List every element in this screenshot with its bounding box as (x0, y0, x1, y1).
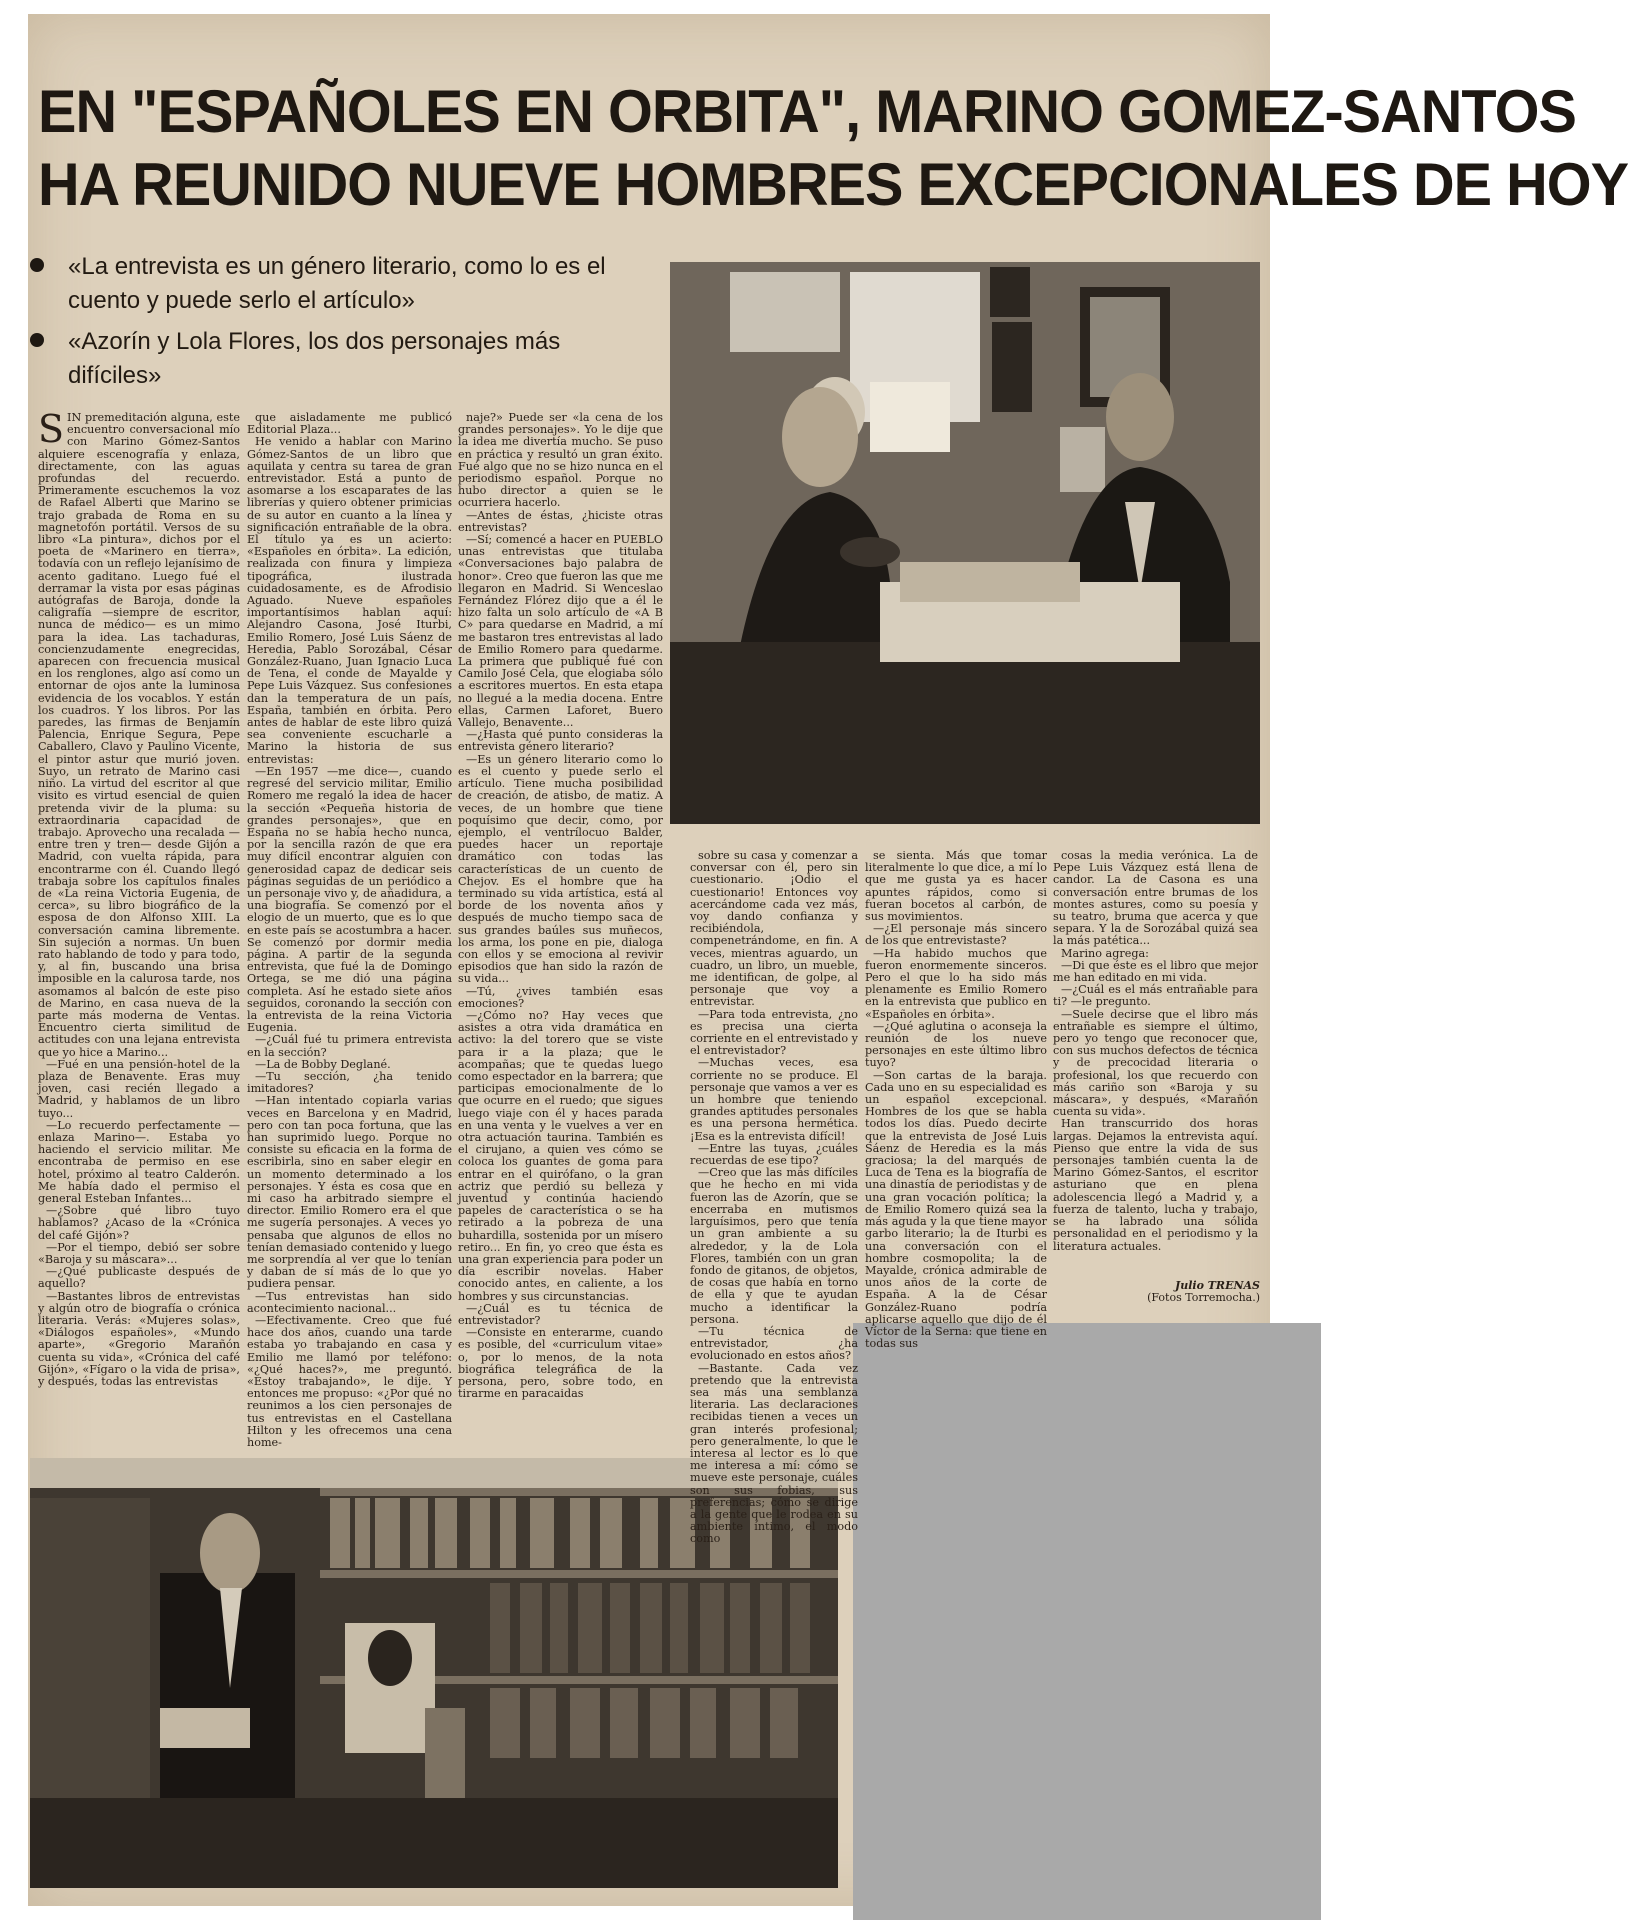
photo-credit: (Fotos Torremocha.) (1147, 1291, 1260, 1304)
article-paragraph: —En 1957 —me dice—, cuando regresé del servicio militar, Emilio Romero me regaló la idea de hacer la sección «Pequeña historia de grandes personajes», que en España no se había hecho nunca, por la sencilla razón de que era muy difícil encontrar alguien con generosidad capaz de dedicar seis páginas seguidas de un periódico a un personaje vivo y, de añadidura, a una biografía. Se comenzó por el elogio de un muerto, que es lo que en este país se acostumbra a hacer. Se comenzó por dormir media página. A partir de la segunda entrevista, que fué la de Domingo Ortega, se me dió una página completa. Así he estado siete años seguidos, coronando la sección con la entrevista de la reina Victoria Eugenia. (247, 764, 452, 1035)
article-column-2 (247, 412, 452, 1462)
article-column-5 (865, 849, 1047, 1351)
bullet-dot-icon (30, 333, 44, 347)
headline-line-2: HA REUNIDO NUEVE HOMBRES EXCEPCIONALES DE HOY (38, 151, 1628, 218)
article-paragraph: —Para toda entrevista, ¿no es precisa una cierta corriente en el entrevistado y el entrevistador? (690, 1007, 858, 1058)
article-paragraph: —Son cartas de la baraja. Cada uno en su especialidad es un español excepcional. Hombres de los que se habla todos los días. Puedo decirte que la entrevista de José Luis Sáenz de Heredia es la más graciosa; la del marqués de Luca de Tena es la biografía de una dinastía de periodistas y de una gran vocación política; la de Emilio Romero quizá sea la más aguda y la que tiene mayor garbo literario; la de Iturbi es una conversación con el hombre cosmopolita; la de Mayalde, crónica admirable de unos años de la corte de España. A la de César González-Ruano podría aplicarse aquello que dijo de él Víctor de la Serna: que tiene en todas sus (865, 1068, 1047, 1351)
article-paragraph: —¿Cuál es el más entrañable para ti? —le pregunto. (1053, 983, 1258, 1009)
article-paragraph: —Entre las tuyas, ¿cuáles recuerdas de ese tipo? (690, 1141, 858, 1168)
article-paragraph: IN premeditación alguna, este encuentro conversacional mío con Marino Gómez-Santos alquiere escenografía y enlaza, directamente, con las aguas profundas del recuerdo. Primeramente escuchemos la voz de Rafael Alberti que Marino se trajo grabada de Roma en su magnetofón portátil. Versos de su libro «La pintura», dichos por el poeta de «Marinero en tierra», todavía con un reflejo lejanísimo de acento gaditano. Luego fué el derramar la vista por esas páginas autógrafas de Baroja, donde la caligrafía —siempre de escritor, nunca de médico— es un mimo para la idea. Las tachaduras, concienzudamente enegrecidas, aparecen con frecuencia musical en los renglones, algo así como un entornar de ojos ante la luminosa evidencia de los vocablos. Y están los cuadros. Y los libros. Por las paredes, las firmas de Benjamín Palencia, Enrique Segura, Pepe Caballero, Clavo y Paulino Vicente, el pintor astur que murió joven. Suyo, un retrato de Marino casi niño. La virtud del escritor al que visito es virtud esencial de quien pretenda vivir de la pluma: su extraordinaria capacidad de trabajo. Aprovecho una recalada —entre tren y tren— desde Gijón a Madrid, con vuelta rápida, para encontrarme con él. Cuando llegó trabaja sobre los capítulos finales de «La reina Victoria Eugenia, de cerca», su libro biográfico de la esposa de don Alfonso XIII. La conversación camina libremente. Sin sujeción a normas. Un buen rato hablando de todo y para todo, y, al fin, buscando una brisa imposible en la calurosa tarde, nos asomamos al balcón de este piso de Marino, en casa nueva de la parte más moderna de Ventas. Encuentro cierta similitud de actitudes con una lejana entrevista que yo hice a Marino... (38, 411, 240, 1059)
article-paragraph: —¿El personaje más sincero de los que entrevistaste? (865, 922, 1047, 948)
article-paragraph: —Lo recuerdo perfectamente —enlaza Marino—. Estaba yo haciendo el servicio militar. Me encontraba de permiso en ese hotel, próximo al teatro Calderón. Me había dado el permiso el general Esteban Infantes... (38, 1118, 240, 1205)
article-paragraph: —La de Bobby Deglané. (255, 1057, 391, 1071)
article-paragraph: Marino agrega: (1061, 946, 1149, 960)
article-column-3 (458, 411, 663, 1401)
article-column-4 (690, 849, 858, 1546)
article-paragraph: —Fué en una pensión-hotel de la plaza de Benavente. Eras muy joven, casi recién llegado a Madrid, y hablamos de un libro tuyo... (38, 1057, 240, 1120)
article-paragraph: que aisladamente me publicó Editorial Plaza... (247, 411, 452, 437)
article-paragraph: cosas la media verónica. La de Pepe Luis Vázquez está llena de candor. La de Casona es una conversación entre brumas de los montes astures, como su poesía y su teatro, bruma que acerca y que separa. Y la de Sorozábal quizá sea la más patética... (1053, 849, 1258, 948)
article-paragraph: He venido a hablar con Marino Gómez-Santos de un libro que aquilata y centra su tarea de gran entrevistador. Está a punto de asomarse a los escaparates de las librerías y quiero obtener primicias de su autor en cuanto a la línea y significación entrañable de la obra. El título ya es un acierto: «Españoles en órbita». La edición, realizada con finura y limpieza tipográfica, ilustrada cuidadosamente, es de Afrodisio Aguado. Nueve españoles importantísimos hablan aquí: Alejandro Casona, José Iturbi, Emilio Romero, José Luis Sáenz de Heredia, Pablo Sorozábal, César González-Ruano, Juan Ignacio Luca de Tena, el conde de Mayalde y Pepe Luis Vázquez. Sus confesiones dan la temperatura de un país, España, también en órbita. Pero antes de hablar de este libro quizá sea conveniente escucharle a Marino la historia de sus entrevistas: (247, 435, 452, 766)
article-paragraph: —Bastante. Cada vez pretendo que la entrevista sea más una semblanza literaria. Las declaraciones recibidas tienen a veces un gran interés profesional; pero generalmente, lo que le interesa al lector es lo que me interesa a mí: cómo se mueve este personaje, cuáles son sus fobias, sus preferencias; cómo se dirige a la gente que le rodea en su ambiente íntimo, el modo como (690, 1361, 858, 1546)
photo-interview-illustration (670, 262, 1260, 824)
article-paragraph: —Efectivamente. Creo que fué hace dos años, cuando una tarde estaba yo trabajando en casa y Emilio me llamó por teléfono: «¿Qué haces?», me preguntó. «Estoy trabajando», le dije. Y entonces me propuso: «¿Por qué no reunimos a los cien personajes de tus entrevistas en el Castellana Hilton y les ofrecemos una cena home- (247, 1314, 452, 1450)
article-paragraph: —Sí; comencé a hacer en PUEBLO unas entrevistas que titulaba «Conversaciones bajo palabra de honor». Creo que fueron las que me llegaron en Madrid. Si Wenceslao Fernández Flórez dijo que a él le hizo falta un solo artículo de «A B C» para quedarse en Madrid, a mí me bastaron tres entrevistas al lado de Emilio Romero para quedarme. La primera que publiqué fué con Camilo José Cela, que elogiaba sólo a escritores muertos. En esta etapa no llegué a la media docena. Entre ellas, Carmen Laforet, Buero Vallejo, Benavente... (458, 533, 663, 730)
article-paragraph: —Por el tiempo, debió ser sobre «Baroja y su máscara»... (38, 1240, 240, 1267)
article-paragraph: —¿Qué aglutina o aconseja la reunión de los nueve personajes en este último libro tuyo? (865, 1019, 1047, 1070)
subheading-bullet-1 (30, 250, 650, 322)
article-paragraph: naje?» Puede ser «la cena de los grandes personajes». Yo le dije que la idea me divertía mucho. Se puso en práctica y resultó un gran éxito. Fué algo que no se hizo nunca en el periodismo español. Porque no hubo director a quien se le ocurriera hacerlo. (458, 411, 663, 510)
bullet-dot-icon (30, 258, 44, 272)
article-paragraph: —Han intentado copiarla varias veces en Barcelona y en Madrid, pero con tan poca fortuna, que las han suprimido luego. Porque no consiste su eficacia en la forma de escribirla, sino en saber elegir en un momento determinado a los personajes. Y ésta es cosa que en mi caso ha arbitrado siempre el director. Emilio Romero era el que me sugería personajes. A veces yo pensaba que algunos de ellos no tenían demasiado contenido y luego me sorprendía al ver que lo tenían y daban de sí más de lo que yo pudiera pensar. (247, 1094, 452, 1291)
headline-line-1: EN "ESPAÑOLES EN ORBITA", MARINO GOMEZ-SANTOS (38, 78, 1576, 145)
article-paragraph: —Consiste en enterarme, cuando es posible, del «curriculum vitae» o, por lo menos, de la nota biográfica telegráfica de la persona, pero, sobre todo, en tirarme en paracaidas (458, 1326, 663, 1401)
drop-cap: S (38, 407, 65, 451)
article-paragraph: —¿Hasta qué punto consideras la entrevista género literario? (458, 728, 663, 754)
article-paragraph: —Tus entrevistas han sido acontecimiento nacional... (247, 1289, 452, 1315)
article-paragraph: sobre su casa y comenzar a conversar con él, pero sin cuestionario. ¡Odio el cuestionario! Entonces voy acercándome cada vez más, voy dando confianza y recibiéndola, compenetrándome, en fin. A veces, mientras aguardo, un cuadro, un libro, un mueble, me identifican, de golpe, al personaje que voy a entrevistar. (690, 849, 858, 1009)
article-paragraph: —¿Cuál fué tu primera entrevista en la sección? (247, 1033, 452, 1059)
article-column-1 (38, 407, 240, 1462)
article-paragraph: —¿Cuál es tu técnica de entrevistador? (458, 1301, 663, 1328)
article-paragraph: —¿Cómo no? Hay veces que asistes a otra vida dramática en activo: la del torero que se viste para ir a la plaza; que le acompañas; que te quedas luego como espectador en la barrera; que participas emocionalmente de lo que ocurre en el ruedo; que sigues luego viaje con él y haces parada en una venta y le vuelves a ver en otra actuación taurina. También es el cirujano, a quien ves cómo se coloca los guantes de goma para entrar en el quirófano, o la gran actriz que perdió su belleza y juventud y continúa haciendo papeles de característica o se ha retirado a la pobreza de una buhardilla, sostenida por un mísero retiro... En fin, yo creo que ésta es una gran experiencia para poder un día escribir novelas. Haber conocido antes, en caliente, a los hombres y sus circunstancias. (458, 1008, 663, 1303)
article-paragraph: —Bastantes libros de entrevistas y algún otro de biografía o crónica literaria. Verás: «Mujeres solas», «Diálogos españoles», «Mundo aparte», «Gregorio Marañón cuenta su vida», «Crónica del café Gijón», «Fígaro o la vida de prisa», y después, todas las entrevistas (38, 1289, 240, 1389)
article-paragraph: se sienta. Más que tomar literalmente lo que dice, a mí lo que me gusta ya es hacer apuntes rápidos, como si fueran bocetos al carbón, de sus movimientos. (865, 849, 1047, 924)
author-name: Julio TRENAS (1175, 1279, 1260, 1292)
article-paragraph: —Es un género literario como lo es el cuento y puede serlo el artículo. Tiene mucha posibilidad de creación, de atisbo, de matiz. A veces, de un hombre que tiene poquísimo que decir, como, por ejemplo, el ventrílocuo Balder, puedes hacer un reportaje dramático con todas las características de un cuento de Chejov. Es el hombre que ha terminado su vida artística, está al borde de los noventa años y después de mucho tiempo saca de sus grandes baúles sus muñecos, los arma, los pone en pie, dialoga con ellos y se emociona al revivir episodios que han sido la razón de su vida... (458, 752, 663, 986)
article-paragraph: —Creo que las más difíciles que he hecho en mi vida fueron las de Azorín, que se encerraba en mutismos larguísimos, pero que tenía un gran ambiente a su alrededor, y la de Lola Flores, también con un gran fondo de gitanos, de objetos, de cosas que había en torno de ella y que te ayudan mucho a identificar la persona. (690, 1166, 858, 1326)
subheading-text: «La entrevista es un género literario, como lo es el cuento y puede serlo el artículo» (68, 253, 606, 314)
article-paragraph: —Tu técnica de entrevistador, ¿ha evolucionado en estos años? (690, 1324, 858, 1363)
article-paragraph: —Antes de éstas, ¿hiciste otras entrevistas? (458, 508, 663, 534)
article-column-6 (1053, 850, 1258, 1270)
article-paragraph: Han transcurrido dos horas largas. Dejamos la entrevista aquí. Pienso que entre la vida de sus personajes también cuenta la de Marino Gómez-Santos, el escritor asturiano que en plena adolescencia llegó a Madrid y, a fuerza de talento, lucha y trabajo, se ha labrado una sólida personalidad en el periodismo y la literatura actuales. (1053, 1117, 1258, 1253)
article-paragraph: —Muchas veces, esa corriente no se produce. El personaje que vamos a ver es un hombre que teniendo grandes aptitudes personales es una persona hermética. ¡Esa es la entrevista difícil! (690, 1056, 858, 1143)
subheading-text: «Azorín y Lola Flores, los dos personajes más difíciles» (68, 328, 561, 389)
article-paragraph: —Ha habido muchos que fueron enormemente sinceros. Pero el que lo ha sido más plenamente es Emilio Romero en la entrevista que publico en «Españoles en órbita». (865, 946, 1047, 1021)
article-paragraph: —Tu sección, ¿ha tenido imitadores? (247, 1069, 452, 1096)
article-paragraph: —Tú, ¿vives también esas emociones? (458, 984, 663, 1010)
gray-background-block (853, 1323, 1321, 1920)
article-paragraph: —¿Qué publicaste después de aquello? (38, 1265, 240, 1291)
byline (1095, 1280, 1260, 1304)
photo-interview-at-desk (670, 262, 1260, 824)
article-paragraph: —¿Sobre qué libro tuyo hablamos? ¿Acaso de la «Crónica del café Gijón»? (38, 1204, 240, 1242)
article-paragraph: —Di que éste es el libro que mejor me han editado en mi vida. (1053, 958, 1258, 985)
article-paragraph: —Suele decirse que el libro más entrañable es siempre el último, pero yo tengo que reconocer que, con sus muchos defectos de técnica y de precocidad literaria o profesional, los que recuerdo con más cariño son «Baroja y su máscara», y después, «Marañón cuenta su vida». (1053, 1007, 1258, 1119)
subheading-bullet-2 (30, 325, 650, 397)
